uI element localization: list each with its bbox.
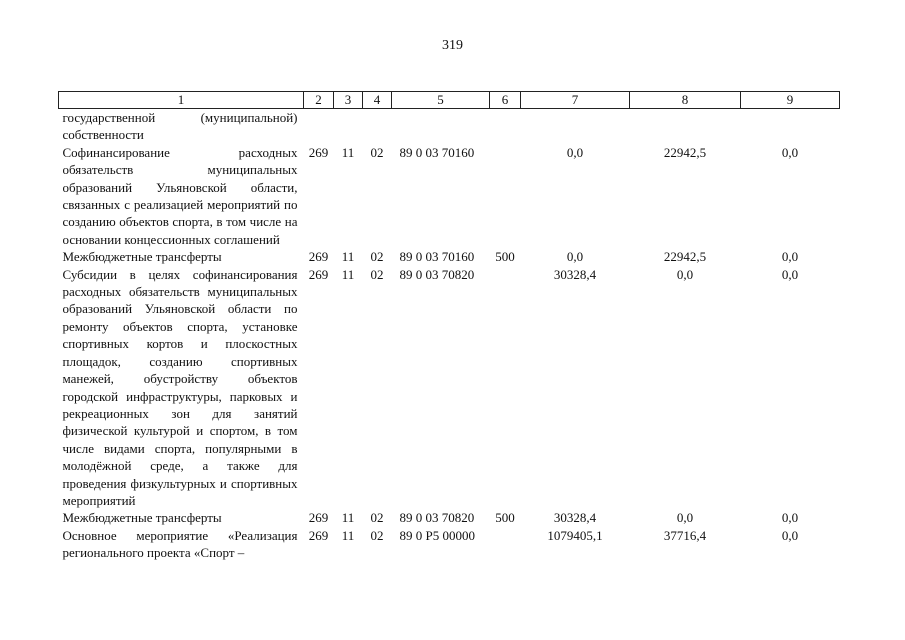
row-c3 xyxy=(334,109,363,144)
row-c8: 0,0 xyxy=(676,510,694,526)
row-c2: 269 xyxy=(308,527,329,543)
row-c8: 0,0 xyxy=(676,266,694,282)
row-name: Основное мероприятие «Реализация регионального проекта «Спорт – xyxy=(62,527,298,561)
column-header-8: 8 xyxy=(630,92,741,109)
row-name: Софинансирование расходных обязательств муниципальных образований Ульяновской области, связанных с реализацией мероприятий по созданию объектов спорта, в том числе на основании концессионных соглашений xyxy=(62,144,298,247)
row-c3: 11 xyxy=(341,249,355,265)
row-c6 xyxy=(490,527,521,562)
table-row xyxy=(59,109,840,144)
row-c2: 269 xyxy=(308,266,329,282)
table-row xyxy=(59,144,840,248)
row-c3: 11 xyxy=(341,527,355,543)
table-header-row xyxy=(59,92,840,109)
row-name: государственной (муниципальной) собственности xyxy=(62,110,298,143)
row-c9: 0,0 xyxy=(781,510,799,526)
row-name: Межбюджетные трансферты xyxy=(62,510,222,526)
row-c5: 89 0 03 70160 xyxy=(399,144,475,160)
row-c6 xyxy=(490,266,521,510)
column-header-1: 1 xyxy=(59,92,304,109)
column-header-5: 5 xyxy=(392,92,490,109)
row-c9: 0,0 xyxy=(781,249,799,265)
row-c5 xyxy=(392,109,490,144)
row-c2: 269 xyxy=(308,510,329,526)
row-c5: 89 0 03 70160 xyxy=(399,249,475,265)
column-header-6: 6 xyxy=(490,92,521,109)
row-c8: 37716,4 xyxy=(663,527,707,543)
row-c6: 500 xyxy=(495,510,515,526)
table-row xyxy=(59,248,840,265)
row-c2: 269 xyxy=(308,249,329,265)
column-header-7: 7 xyxy=(521,92,630,109)
row-c7: 1079405,1 xyxy=(547,527,603,543)
budget-table xyxy=(58,91,840,562)
row-c7: 0,0 xyxy=(566,144,584,160)
row-c3: 11 xyxy=(341,144,355,160)
row-c6 xyxy=(490,109,521,144)
row-c7: 0,0 xyxy=(566,249,584,265)
row-c2 xyxy=(304,109,334,144)
column-header-3: 3 xyxy=(334,92,363,109)
row-c9: 0,0 xyxy=(781,527,799,543)
table-row xyxy=(59,527,840,562)
row-c4 xyxy=(363,109,392,144)
row-c9: 0,0 xyxy=(781,144,799,160)
table-row xyxy=(59,509,840,526)
row-c4: 02 xyxy=(370,249,384,265)
row-c6: 500 xyxy=(495,249,515,265)
row-c8: 22942,5 xyxy=(663,144,707,160)
row-c2: 269 xyxy=(308,144,329,160)
row-c4: 02 xyxy=(370,527,384,543)
row-name: Межбюджетные трансферты xyxy=(62,249,222,265)
row-c4: 02 xyxy=(370,510,384,526)
row-c9 xyxy=(741,109,840,144)
column-header-4: 4 xyxy=(363,92,392,109)
row-c3: 11 xyxy=(341,510,355,526)
row-name: Субсидии в целях софинансирования расходных обязательств муниципальных образований Ульяновской области по ремонту объектов спорта, установке спортивных кортов и плоскостных площадок, созданию спортивных манежей, обустройству объектов городской инфраструктуры, парковых и рекреационных зон для занятий физической культурой и спортом, в том числе видами спорта, популярными в молодёжной среде, а также для проведения физкультурных и спортивных мероприятий xyxy=(62,266,298,508)
row-c5: 89 0 P5 00000 xyxy=(399,527,475,543)
row-c8: 22942,5 xyxy=(663,249,707,265)
row-c9: 0,0 xyxy=(781,266,799,282)
table-row xyxy=(59,266,840,510)
page-number: 319 xyxy=(442,38,463,53)
row-c8 xyxy=(630,109,741,144)
row-c7: 30328,4 xyxy=(553,266,597,282)
row-c5: 89 0 03 70820 xyxy=(399,266,475,282)
column-header-2: 2 xyxy=(304,92,334,109)
row-c7 xyxy=(521,109,630,144)
row-c4: 02 xyxy=(370,266,384,282)
row-c6 xyxy=(490,144,521,248)
column-header-9: 9 xyxy=(741,92,840,109)
row-c3: 11 xyxy=(341,266,355,282)
row-c4: 02 xyxy=(370,144,384,160)
row-c7: 30328,4 xyxy=(553,510,597,526)
row-c5: 89 0 03 70820 xyxy=(399,510,475,526)
